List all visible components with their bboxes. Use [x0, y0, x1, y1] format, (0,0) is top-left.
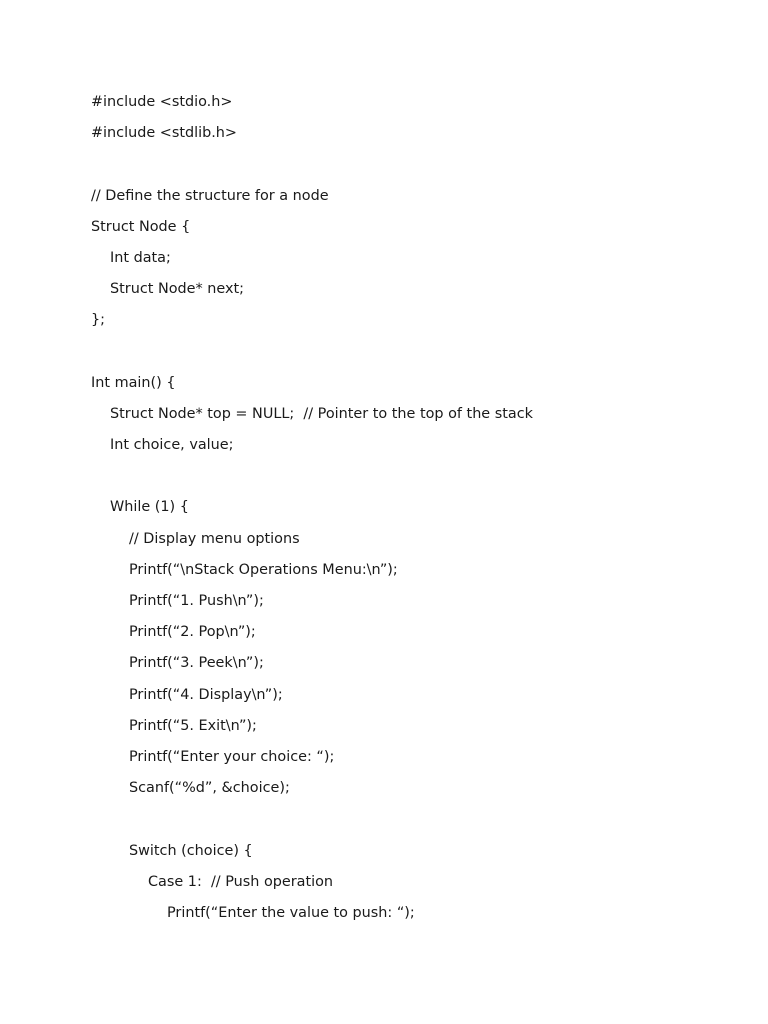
code-line: #include <stdlib.h> — [91, 125, 237, 142]
blank-line — [91, 153, 731, 184]
code-line: Printf(“3. Peek\n”); — [129, 655, 264, 672]
code-comment: // Define the structure for a node — [91, 187, 329, 204]
code-line: Struct Node* next; — [110, 281, 244, 298]
code-line: Scanf(“%d”, &choice); — [129, 780, 290, 797]
blank-line — [91, 341, 731, 372]
code-line: }; — [91, 312, 106, 329]
code-line: Printf(“4. Display\n”); — [129, 686, 283, 703]
code-line: Printf(“Enter the value to push: “); — [167, 904, 415, 921]
code-line: Struct Node* top = NULL; // Pointer to the top of the stack — [110, 405, 533, 422]
code-line: Case 1: // Push operation — [148, 873, 334, 890]
code-line: Printf(“Enter your choice: “); — [129, 748, 335, 765]
code-line: #include <stdio.h> — [91, 94, 233, 110]
code-line: Int main() { — [91, 374, 176, 391]
code-line: Switch (choice) { — [129, 842, 253, 859]
code-line: While (1) { — [110, 499, 189, 516]
code-line: Int data; — [110, 249, 171, 266]
code-comment: // Display menu options — [129, 530, 300, 547]
code-line: Printf(“\nStack Operations Menu:\n”); — [129, 561, 398, 578]
blank-line — [91, 465, 731, 496]
code-line: Printf(“2. Pop\n”); — [129, 624, 256, 641]
blank-line — [91, 808, 731, 839]
code-line: Printf(“5. Exit\n”); — [129, 717, 257, 734]
code-listing — [91, 91, 731, 933]
code-line: Printf(“1. Push\n”); — [129, 593, 264, 609]
code-line: Int choice, value; — [110, 437, 234, 454]
code-line: Struct Node { — [91, 218, 191, 235]
